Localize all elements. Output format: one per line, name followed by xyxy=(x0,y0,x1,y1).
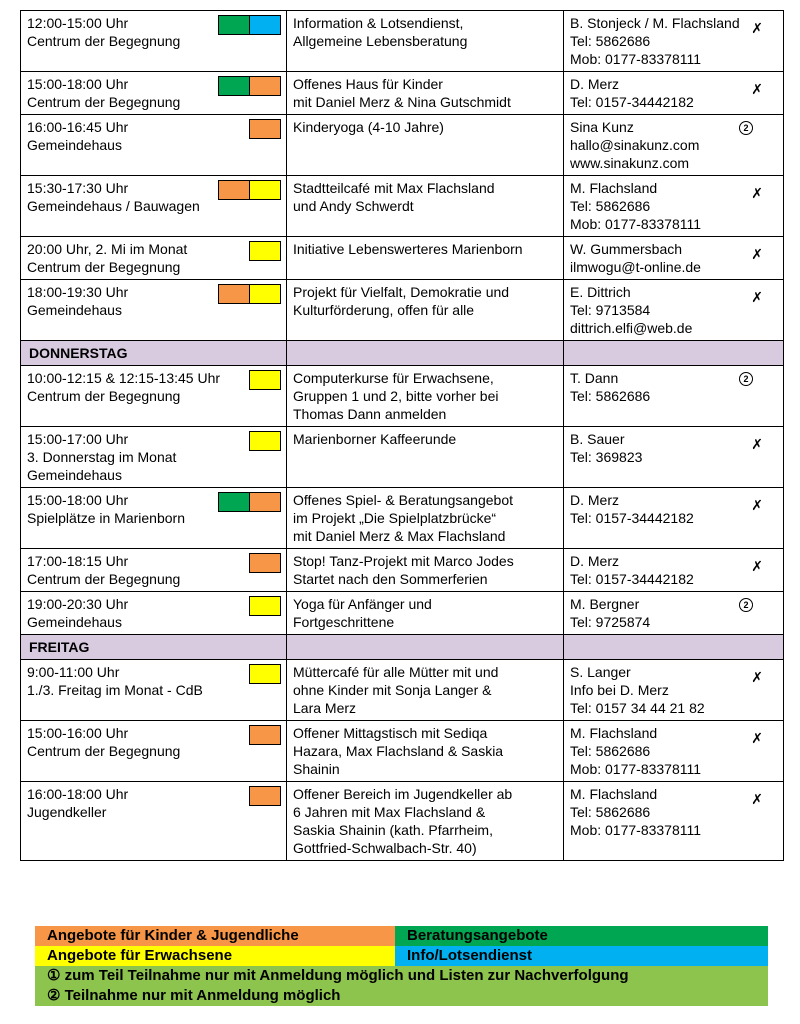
time-line: 15:00-16:00 Uhr xyxy=(27,725,129,741)
contact-line: Info bei D. Merz xyxy=(570,682,669,698)
contact-line: D. Merz xyxy=(570,553,619,569)
time-line: 18:00-19:30 Uhr xyxy=(27,284,129,300)
description-line: Kinderyoga (4-10 Jahre) xyxy=(293,119,444,135)
category-swatch xyxy=(249,285,280,303)
contact-cell xyxy=(564,176,784,237)
contact-list-icon: ✗ xyxy=(751,81,763,97)
description-cell xyxy=(287,72,564,115)
time-cell xyxy=(21,72,287,115)
time-line: 15:00-17:00 Uhr xyxy=(27,431,129,447)
contact-line: Tel: 9725874 xyxy=(570,614,651,630)
contact-cell xyxy=(564,721,784,782)
time-cell xyxy=(21,660,287,721)
category-swatch xyxy=(249,77,280,95)
category-swatches xyxy=(249,786,281,806)
description-line: Marienborner Kaffeerunde xyxy=(293,431,457,447)
category-swatch xyxy=(250,432,280,450)
contact-line: Tel: 9713584 xyxy=(570,302,651,318)
time-line: Centrum der Begegnung xyxy=(27,33,181,49)
category-swatch xyxy=(250,726,280,744)
description-cell xyxy=(287,115,564,176)
table-row xyxy=(21,660,784,721)
table-row xyxy=(21,176,784,237)
category-swatch xyxy=(250,120,280,138)
contact-cell xyxy=(564,72,784,115)
contact-line: M. Flachsland xyxy=(570,725,658,741)
time-cell xyxy=(21,280,287,341)
time-line: Spielplätze in Marienborn xyxy=(27,510,185,526)
contact-cell xyxy=(564,427,784,488)
description-cell xyxy=(287,592,564,635)
contact-line: Tel: 5862686 xyxy=(570,804,651,820)
time-cell xyxy=(21,11,287,72)
time-cell xyxy=(21,782,287,861)
description-line: Offenes Haus für Kinder xyxy=(293,76,443,92)
description-line: Offener Bereich im Jugendkeller ab xyxy=(293,786,513,802)
contact-list-icon: ✗ xyxy=(751,185,763,201)
time-line: 12:00-15:00 Uhr xyxy=(27,15,129,31)
description-cell xyxy=(287,366,564,427)
category-swatches xyxy=(249,596,281,616)
description-line: Startet nach den Sommerferien xyxy=(293,571,488,587)
description-cell xyxy=(287,488,564,549)
day-header-blank xyxy=(287,635,564,660)
legend xyxy=(35,926,768,1006)
contact-line: Tel: 0157-34442182 xyxy=(570,571,694,587)
description-line: Offener Mittagstisch mit Sediqa xyxy=(293,725,488,741)
time-cell xyxy=(21,427,287,488)
contact-list-icon: ✗ xyxy=(751,791,763,807)
contact-line: Tel: 5862686 xyxy=(570,388,651,404)
category-swatch xyxy=(219,493,249,511)
description-cell xyxy=(287,549,564,592)
time-line: Centrum der Begegnung xyxy=(27,388,181,404)
category-swatch xyxy=(219,77,249,95)
contact-line: Sina Kunz xyxy=(570,119,634,135)
description-line: mit Daniel Merz & Max Flachsland xyxy=(293,528,506,544)
contact-line: T. Dann xyxy=(570,370,619,386)
contact-line: M. Bergner xyxy=(570,596,640,612)
category-swatch xyxy=(219,181,249,199)
contact-line: Tel: 0157 34 44 21 82 xyxy=(570,700,705,716)
time-cell xyxy=(21,592,287,635)
day-header-blank xyxy=(564,635,784,660)
table-row xyxy=(21,427,784,488)
time-cell xyxy=(21,549,287,592)
category-swatch xyxy=(249,16,280,34)
category-swatch xyxy=(219,285,249,303)
table-row xyxy=(21,237,784,280)
description-line: mit Daniel Merz & Nina Gutschmidt xyxy=(293,94,511,110)
contact-cell xyxy=(564,280,784,341)
contact-list-icon: ✗ xyxy=(751,497,763,513)
schedule-table xyxy=(20,10,784,861)
description-cell xyxy=(287,427,564,488)
table-row xyxy=(21,488,784,549)
category-swatches xyxy=(218,180,281,200)
time-line: Gemeindehaus xyxy=(27,614,122,630)
category-swatch xyxy=(249,493,280,511)
description-line: Offenes Spiel- & Beratungsangebot xyxy=(293,492,514,508)
legend-kinder: Angebote für Kinder & Jugendliche xyxy=(35,926,395,946)
contact-list-icon: ✗ xyxy=(751,730,763,746)
table-row xyxy=(21,115,784,176)
table-row xyxy=(21,721,784,782)
description-line: ohne Kinder mit Sonja Langer & xyxy=(293,682,492,698)
description-line: Gottfried-Schwalbach-Str. 40) xyxy=(293,840,477,856)
category-swatches xyxy=(218,492,281,512)
contact-list-icon: ✗ xyxy=(751,436,763,452)
contact-list-icon: ✗ xyxy=(751,669,763,685)
registration-required-icon: 2 xyxy=(739,372,753,386)
contact-line: B. Stonjeck / M. Flachsland xyxy=(570,15,740,31)
description-line: Allgemeine Lebensberatung xyxy=(293,33,468,49)
category-swatches xyxy=(249,664,281,684)
table-row xyxy=(21,11,784,72)
category-swatch xyxy=(250,242,280,260)
time-line: 15:30-17:30 Uhr xyxy=(27,180,129,196)
description-cell xyxy=(287,11,564,72)
category-swatch xyxy=(250,787,280,805)
description-cell xyxy=(287,280,564,341)
description-line: Computerkurse für Erwachsene, xyxy=(293,370,494,386)
category-swatch xyxy=(219,16,249,34)
contact-line: D. Merz xyxy=(570,492,619,508)
contact-line: Mob: 0177-83378111 xyxy=(570,51,702,67)
description-line: Lara Merz xyxy=(293,700,357,716)
time-line: Gemeindehaus xyxy=(27,467,122,483)
time-cell xyxy=(21,176,287,237)
contact-line: D. Merz xyxy=(570,76,619,92)
legend-info: Info/Lotsendienst xyxy=(395,946,768,966)
time-line: 17:00-18:15 Uhr xyxy=(27,553,129,569)
contact-list-icon: ✗ xyxy=(751,289,763,305)
day-header: DONNERSTAG xyxy=(21,341,287,366)
time-line: 9:00-11:00 Uhr xyxy=(27,664,120,680)
contact-cell xyxy=(564,660,784,721)
contact-cell xyxy=(564,366,784,427)
time-line: Gemeindehaus xyxy=(27,137,122,153)
legend-erwachsene: Angebote für Erwachsene xyxy=(35,946,395,966)
contact-cell xyxy=(564,592,784,635)
time-line: Centrum der Begegnung xyxy=(27,94,181,110)
contact-line: S. Langer xyxy=(570,664,631,680)
category-swatches xyxy=(249,241,281,261)
description-line: Stadtteilcafé mit Max Flachsland xyxy=(293,180,495,196)
contact-line: B. Sauer xyxy=(570,431,625,447)
registration-required-icon: 2 xyxy=(739,121,753,135)
category-swatch xyxy=(250,665,280,683)
category-swatches xyxy=(249,725,281,745)
contact-line: W. Gummersbach xyxy=(570,241,683,257)
description-line: Fortgeschrittene xyxy=(293,614,395,630)
category-swatches xyxy=(218,76,281,96)
time-line: Gemeindehaus / Bauwagen xyxy=(27,198,200,214)
time-line: Centrum der Begegnung xyxy=(27,743,181,759)
contact-cell xyxy=(564,237,784,280)
contact-line: Tel: 5862686 xyxy=(570,198,651,214)
contact-line: Tel: 0157-34442182 xyxy=(570,510,694,526)
contact-cell xyxy=(564,549,784,592)
description-line: Shainin xyxy=(293,761,340,777)
table-row xyxy=(21,280,784,341)
contact-cell xyxy=(564,488,784,549)
description-cell xyxy=(287,237,564,280)
contact-list-icon: ✗ xyxy=(751,246,763,262)
legend-note-2: ② Teilnahme nur mit Anmeldung möglich xyxy=(35,986,768,1006)
contact-list-icon: ✗ xyxy=(751,20,763,36)
description-line: Initiative Lebenswerteres Marienborn xyxy=(293,241,523,257)
time-line: 15:00-18:00 Uhr xyxy=(27,492,129,508)
time-line: 1./3. Freitag im Monat - CdB xyxy=(27,682,203,698)
time-line: 10:00-12:15 & 12:15-13:45 Uhr xyxy=(27,370,221,386)
time-cell xyxy=(21,115,287,176)
legend-note-1: ① zum Teil Teilnahme nur mit Anmeldung möglich und Listen zur Nachverfolgung xyxy=(35,966,768,986)
description-cell xyxy=(287,721,564,782)
time-cell xyxy=(21,488,287,549)
category-swatches xyxy=(249,370,281,390)
table-row xyxy=(21,782,784,861)
contact-line: Tel: 369823 xyxy=(570,449,643,465)
table-row xyxy=(21,635,784,660)
description-line: Yoga für Anfänger und xyxy=(293,596,432,612)
category-swatches xyxy=(249,431,281,451)
table-row xyxy=(21,72,784,115)
category-swatches xyxy=(249,553,281,573)
contact-line: E. Dittrich xyxy=(570,284,631,300)
time-line: Gemeindehaus xyxy=(27,302,122,318)
category-swatches xyxy=(249,119,281,139)
contact-line: M. Flachsland xyxy=(570,786,658,802)
contact-line: Mob: 0177-83378111 xyxy=(570,822,702,838)
category-swatch xyxy=(249,181,280,199)
time-line: 20:00 Uhr, 2. Mi im Monat xyxy=(27,241,188,257)
contact-line: Tel: 0157-34442182 xyxy=(570,94,694,110)
description-line: Gruppen 1 und 2, bitte vorher bei xyxy=(293,388,499,404)
table-row xyxy=(21,341,784,366)
contact-cell xyxy=(564,11,784,72)
time-line: 3. Donnerstag im Monat xyxy=(27,449,177,465)
contact-line: dittrich.elfi@web.de xyxy=(570,320,693,336)
description-line: und Andy Schwerdt xyxy=(293,198,414,214)
time-line: 15:00-18:00 Uhr xyxy=(27,76,129,92)
description-line: Thomas Dann anmelden xyxy=(293,406,447,422)
category-swatches xyxy=(218,284,281,304)
description-line: Stop! Tanz-Projekt mit Marco Jodes xyxy=(293,553,514,569)
time-line: 16:00-18:00 Uhr xyxy=(27,786,129,802)
contact-line: hallo@sinakunz.com xyxy=(570,137,700,153)
contact-line: Tel: 5862686 xyxy=(570,33,651,49)
table-row xyxy=(21,549,784,592)
time-line: Jugendkeller xyxy=(27,804,107,820)
registration-required-icon: 2 xyxy=(739,598,753,612)
time-line: 19:00-20:30 Uhr xyxy=(27,596,129,612)
contact-line: ilmwogu@t-online.de xyxy=(570,259,701,275)
category-swatch xyxy=(250,371,280,389)
description-cell xyxy=(287,176,564,237)
description-line: Information & Lotsendienst, xyxy=(293,15,464,31)
contact-line: Mob: 0177-83378111 xyxy=(570,761,702,777)
time-cell xyxy=(21,237,287,280)
table-row xyxy=(21,366,784,427)
description-cell xyxy=(287,782,564,861)
time-line: 16:00-16:45 Uhr xyxy=(27,119,129,135)
category-swatches xyxy=(218,15,281,35)
day-header-blank xyxy=(287,341,564,366)
category-swatch xyxy=(250,554,280,572)
description-line: Saskia Shainin (kath. Pfarrheim, xyxy=(293,822,493,838)
time-line: Centrum der Begegnung xyxy=(27,259,181,275)
description-line: Projekt für Vielfalt, Demokratie und xyxy=(293,284,510,300)
time-line: Centrum der Begegnung xyxy=(27,571,181,587)
day-header: FREITAG xyxy=(21,635,287,660)
day-header-blank xyxy=(564,341,784,366)
contact-line: M. Flachsland xyxy=(570,180,658,196)
category-swatch xyxy=(250,597,280,615)
table-row xyxy=(21,592,784,635)
contact-list-icon: ✗ xyxy=(751,558,763,574)
contact-cell xyxy=(564,115,784,176)
description-line: im Projekt „Die Spielplatzbrücke“ xyxy=(293,510,497,526)
description-line: Müttercafé für alle Mütter mit und xyxy=(293,664,499,680)
contact-line: Mob: 0177-83378111 xyxy=(570,216,702,232)
description-line: 6 Jahren mit Max Flachsland & xyxy=(293,804,486,820)
contact-cell xyxy=(564,782,784,861)
legend-beratung: Beratungsangebote xyxy=(395,926,768,946)
time-cell xyxy=(21,366,287,427)
contact-line: www.sinakunz.com xyxy=(570,155,690,171)
description-line: Hazara, Max Flachsland & Saskia xyxy=(293,743,504,759)
description-cell xyxy=(287,660,564,721)
description-line: Kulturförderung, offen für alle xyxy=(293,302,475,318)
contact-line: Tel: 5862686 xyxy=(570,743,651,759)
time-cell xyxy=(21,721,287,782)
